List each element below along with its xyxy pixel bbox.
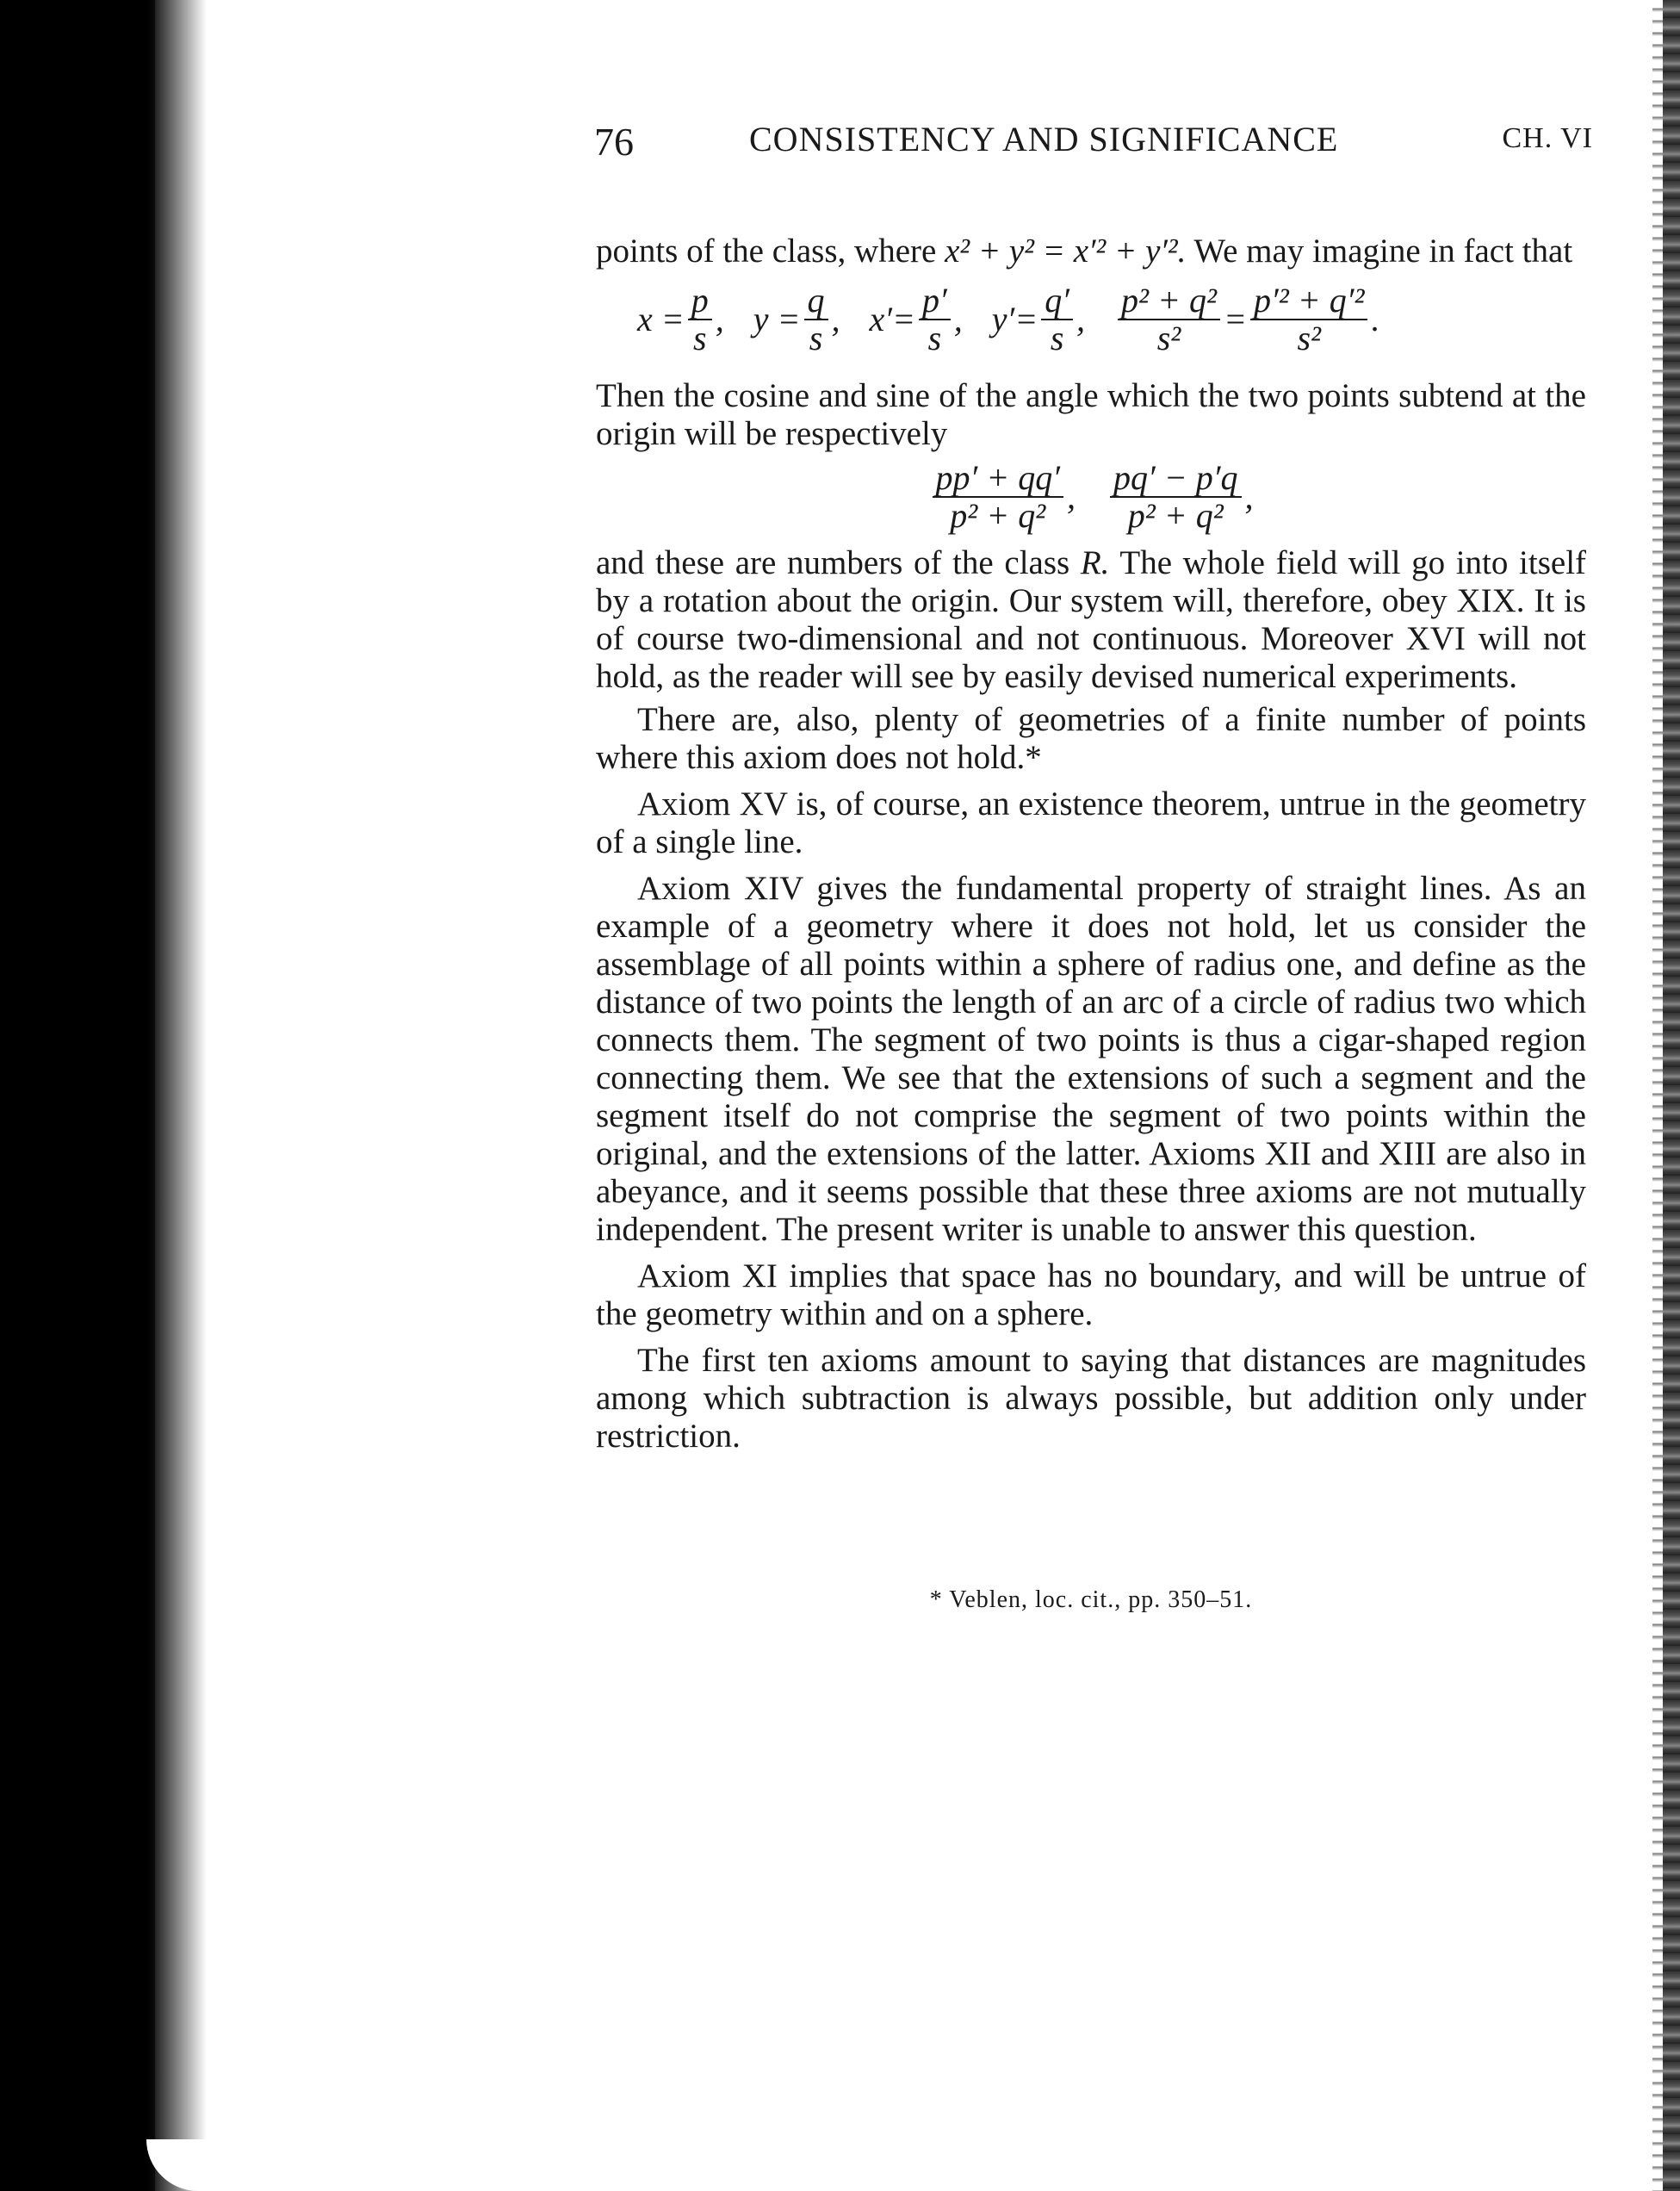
running-header xyxy=(594,119,1593,171)
fraction: $\frac{\text{p′² + q′²}}{\text{s²}}$ xyxy=(1250,282,1367,357)
display-equation-cosine-sine xyxy=(596,460,1586,534)
paragraph: There are, also, plenty of geometries of a finite number of points where this axiom does not hold.* xyxy=(596,701,1586,776)
paragraph-text: and these are numbers of the class xyxy=(596,544,1070,581)
equation-term: y = $\frac{q}{s}$ , xyxy=(753,281,840,357)
page-number: 76 xyxy=(594,120,634,164)
paragraph xyxy=(596,544,1586,696)
paragraph: Axiom XIV gives the fundamental property of straight lines. As an example of a geometry where it does not hold, let us consider the assemblage of all points within a sphere of radius one, and define as the distance of two points the length of an arc of a circle of radius two which connects them. The segment of two points is thus a cigar-shaped region connecting them. We see that the extensions of such a segment and the segment itself do not comprise the segment of two points within the original, and the extensions of the latter. Axioms XII and XIII are also in abeyance, and it seems possible that these three axioms are not mutually independent. The present writer is unable to answer this question. xyxy=(596,870,1586,1248)
paragraph-text: points of the class, where xyxy=(596,233,937,270)
equation-term: $\frac{pp' + qq'}{\text{p² + q²}}$ , xyxy=(929,460,1076,534)
inline-symbol: R. xyxy=(1080,544,1110,581)
footnote: * Veblen, loc. cit., pp. 350–51. xyxy=(929,1586,1253,1613)
equation-term: x′= $\frac{p'}{s}$ , xyxy=(869,281,963,357)
equation-term: $\frac{pq' - p'q}{\text{p² + q²}}$ , xyxy=(1107,460,1254,534)
paragraph xyxy=(596,233,1586,270)
fraction: $\frac{q}{s}$ xyxy=(804,282,828,357)
scan-page-edge xyxy=(1663,0,1680,2191)
paragraph: The first ten axioms amount to saying that distances are magnitudes among which subtraction is always possible, but addition only under restriction. xyxy=(596,1342,1586,1455)
display-equation-coordinates xyxy=(637,282,1586,357)
scan-page-corner xyxy=(146,2139,319,2191)
fraction: $\frac{p}{s}$ xyxy=(688,282,712,357)
page-body xyxy=(596,233,1586,1464)
fraction: $\frac{p'}{s}$ xyxy=(919,282,951,357)
paragraph-text: We may imagine in fact that xyxy=(1193,233,1573,270)
paragraph: Then the cosine and sine of the angle which the two points subtend at the origin will be respectively xyxy=(596,377,1586,452)
fraction: $\frac{\text{p² + q²}}{\text{s²}}$ xyxy=(1118,282,1220,357)
equation-term: x = $\frac{p}{s}$ , xyxy=(637,281,724,357)
paragraph: Axiom XI implies that space has no boundary, and will be untrue of the geometry within and on a sphere. xyxy=(596,1257,1586,1332)
paragraph-text: The whole field will go into itself by a rotation about the origin. Our system will, therefore, obey XIX. It is of course two-dimensional and not continuous. Moreover XVI will not hold, as the reader will see by easily devised numerical experiments. xyxy=(596,544,1587,695)
scan-binding-shadow xyxy=(0,0,215,2191)
fraction: $\frac{pp' + qq'}{\text{p² + q²}}$ xyxy=(933,460,1064,534)
chapter-label: CH. VI xyxy=(1502,122,1593,154)
equation-term: y′= $\frac{q'}{s}$ , xyxy=(991,281,1085,357)
paragraph: Axiom XV is, of course, an existence theorem, untrue in the geometry of a single line. xyxy=(596,785,1586,860)
inline-equation: x² + y² = x′² + y′². xyxy=(945,233,1187,270)
fraction: $\frac{pq' - p'q}{\text{p² + q²}}$ xyxy=(1110,460,1242,534)
running-title: CONSISTENCY AND SIGNIFICANCE xyxy=(749,120,1339,158)
fraction: $\frac{q'}{s}$ xyxy=(1041,282,1073,357)
equation-term: $\frac{\text{p² + q²}}{\text{s²}}$ = $\frac{\text{p′² + q′²}}{\text{s²}}$ . xyxy=(1114,282,1379,357)
